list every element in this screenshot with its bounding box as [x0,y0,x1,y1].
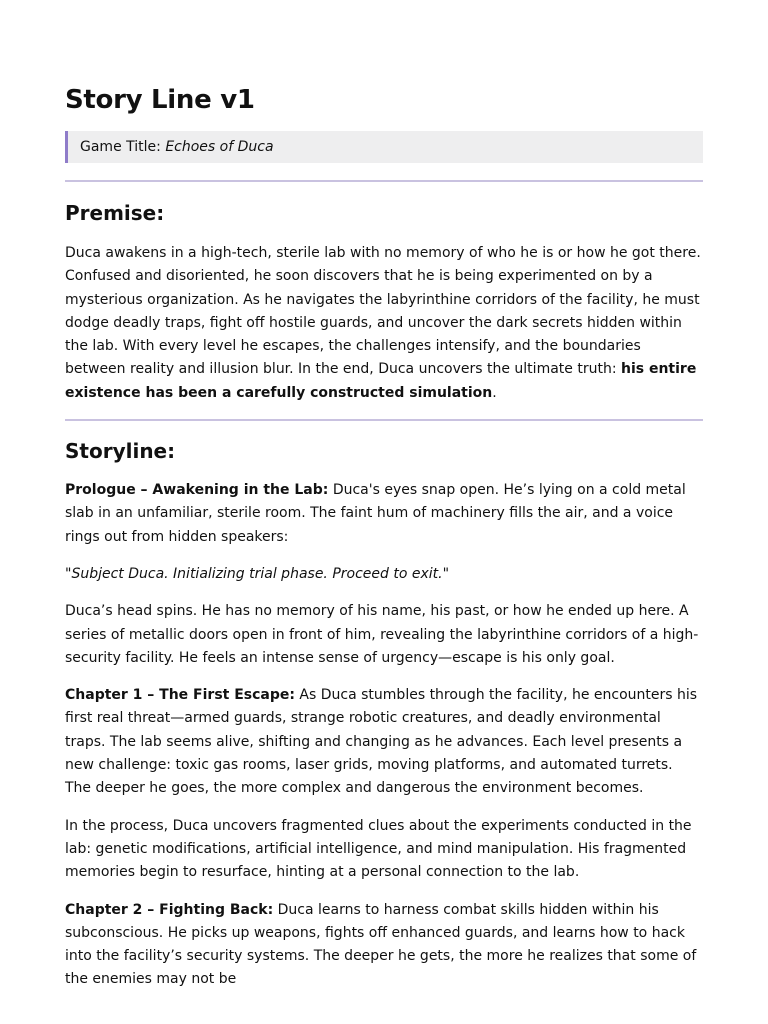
premise-paragraph [65,242,703,405]
quote-paragraph [65,563,703,586]
game-title-value: Echoes of Duca [165,139,274,155]
prologue-continued-paragraph: Duca’s head spins. He has no memory of his name, his past, or how he ended up here. A series of metallic doors open in front of him, revealing the labyrinthine corridors of a high-security facility. He feels an intense sense of urgency—escape is his only goal. [65,603,699,666]
chapter1-label: Chapter 1 – The First Escape: [65,687,295,704]
divider [65,419,703,421]
page-title: Story Line v1 [65,85,255,115]
prologue-text: Duca's eyes snap open. He’s lying on a cold metal slab in an unfamiliar, sterile room. The faint hum of machinery fills the air, and a voice rings out from hidden speakers: [65,482,686,545]
storyline-heading: Storyline: [65,439,176,464]
game-title-label: Game Title: [80,139,161,155]
prologue-paragraph [65,479,703,549]
premise-heading: Premise: [65,201,165,225]
chapter2-label: Chapter 2 – Fighting Back: [65,901,274,918]
premise-bold-text: his entire existence has been a carefully constructed simulation [65,361,697,401]
divider [65,180,703,182]
speaker-quote: "Subject Duca. Initializing trial phase. Proceed to exit." [65,565,450,582]
chapter1-text: As Duca stumbles through the facility, he encounters his first real threat—armed guards, strange robotic creatures, and deadly environmental traps. The lab seems alive, shifting and changing as he advances. Each level presents a new challenge: toxic gas rooms, laser grids, moving platforms, and automated turrets. The deeper he goes, the more complex and dangerous the environment becomes. [65,687,698,797]
chapter2-paragraph [65,899,703,992]
premise-text: Duca awakens in a high-tech, sterile lab with no memory of who he is or how he got there. Confused and disoriented, he soon discovers that he is being experimented on by a mysterious organization. As he navigates the labyrinthine corridors of the facility, he must dodge deadly traps, fight off hostile guards, and uncover the dark secrets hidden within the lab. With every level he escapes, the challenges intensify, and the boundaries between reality and illusion blur. In the end, Duca uncovers the ultimate truth: [65,245,701,378]
chapter2-text: Duca learns to harness combat skills hidden within his subconscious. He picks up weapons, fights off enhanced guards, and learns how to hack into the facility’s security systems. The deeper he gets, the more he realizes that some of the enemies may not be [65,901,697,988]
premise-text-end: . [492,384,497,401]
chapter1-paragraph [65,684,703,800]
prologue-label: Prologue – Awakening in the Lab: [65,482,329,499]
game-title-callout [65,131,703,163]
chapter1-continued-paragraph: In the process, Duca uncovers fragmented clues about the experiments conducted in the lab: genetic modifications, artificial intelligence, and mind manipulation. His fragmented memories begin to resurface, hinting at a personal connection to the lab. [65,817,692,881]
